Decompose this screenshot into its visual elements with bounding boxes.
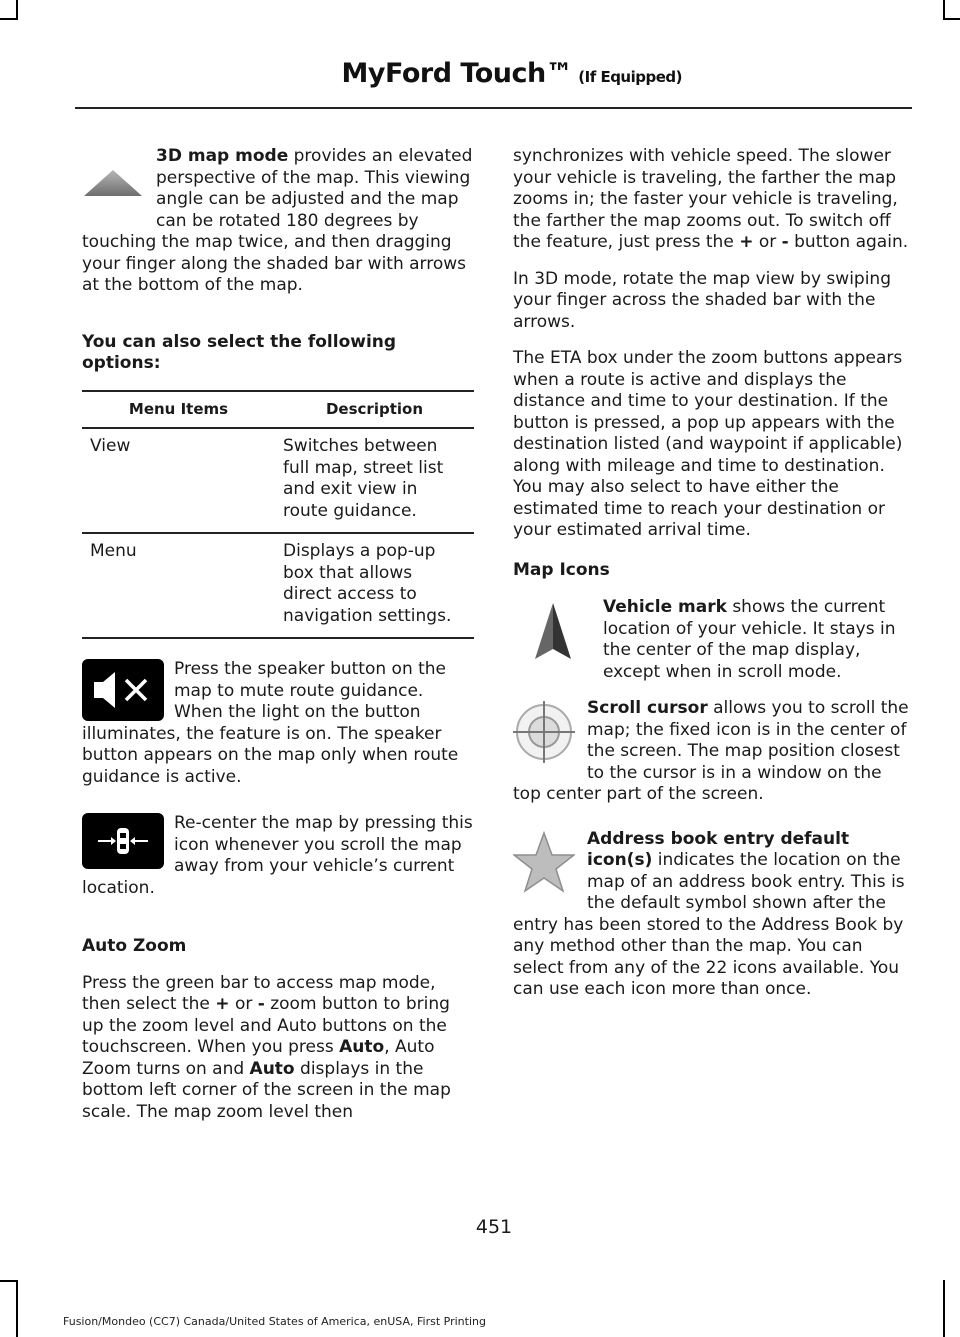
- crop-mark: [943, 18, 960, 20]
- address-book-paragraph: Address book entry default icon(s) indicates the location on the map of an address book entry. This is the default symbol shown after the entry has been stored to the Address Book by any method other than the map. You can select from any of the 22 icons available. You can use each icon more than once.: [513, 828, 905, 999]
- table-cell: Menu: [82, 533, 275, 638]
- scroll-cursor-icon: [513, 698, 575, 768]
- crop-mark: [16, 0, 18, 20]
- footer-text: Fusion/Mondeo (CC7) Canada/United States of America, enUSA, First Printing: [63, 1315, 486, 1328]
- auto-zoom-heading: Auto Zoom: [82, 936, 187, 956]
- crop-mark: [0, 18, 18, 20]
- vehicle-mark-paragraph: Vehicle mark shows the current location of your vehicle. It stays in the center of the map display, except when in scroll mode.: [603, 597, 896, 682]
- table-row: [82, 533, 474, 638]
- recenter-section: [82, 813, 476, 914]
- menu-items-table: [82, 390, 474, 640]
- address-book-section: [513, 829, 909, 1016]
- crop-mark: [943, 0, 945, 20]
- table-header-menu-items: Menu Items: [82, 391, 275, 429]
- page-title: MyFord Touch™ (If Equipped): [341, 58, 682, 89]
- speaker-mute-icon: [82, 659, 164, 721]
- header-divider: [75, 107, 912, 109]
- map-icons-heading: Map Icons: [513, 559, 610, 580]
- crop-mark: [943, 1280, 945, 1337]
- table-cell: Displays a pop-up box that allows direct access to navigation settings.: [275, 533, 474, 638]
- scroll-cursor-paragraph: Scroll cursor allows you to scroll the map; the fixed icon is in the center of the screen. The map position closest to the cursor is in a window on the top center part of the screen.: [513, 698, 909, 804]
- right-column: [513, 146, 909, 1016]
- scroll-cursor-section: [513, 698, 909, 821]
- options-heading: You can also select the following options:: [82, 331, 397, 373]
- sync-paragraph: synchronizes with vehicle speed. The slower your vehicle is traveling, the farther the map zooms in; the faster your vehicle is traveling, the farther the map zooms out. To switch off the feature, just press the + or - button again.: [513, 146, 909, 252]
- speaker-paragraph: Press the speaker button on the map to mute route guidance. When the light on the button illuminates, the feature is on. The speaker button appears on the map only when route guidance is active.: [82, 659, 459, 787]
- table-cell: Switches between full map, street list and exit view in route guidance.: [275, 428, 474, 533]
- map3d-icon: [82, 146, 144, 218]
- eta-paragraph: The ETA box under the zoom buttons appears when a route is active and displays the distance and time to your destination. If the button is pressed, a pop up appears with the destination listed (and waypoint if applicable) along with mileage and time to destination. You may also select to have either the estimated time to reach your destination or your estimated arrival time.: [513, 348, 903, 540]
- table-header-description: Description: [275, 391, 474, 429]
- vehicle-mark-icon: [513, 597, 593, 677]
- map3d-paragraph: 3D map mode provides an elevated perspective of the map. This viewing angle can be adjusted and the map can be rotated 180 degrees by touching the map twice, and then dragging your finger along the shaded bar with arrows at the bottom of the map.: [82, 146, 473, 295]
- table-row: [82, 428, 474, 533]
- page-number: 451: [475, 1216, 513, 1238]
- crop-mark: [16, 1280, 18, 1337]
- table-cell: View: [82, 428, 275, 533]
- star-icon: [513, 829, 575, 899]
- vehicle-mark-section: [513, 597, 909, 698]
- crop-mark: [0, 1280, 18, 1282]
- recenter-paragraph: Re-center the map by pressing this icon whenever you scroll the map away from your vehicle’s current location.: [82, 813, 473, 898]
- speaker-section: [82, 659, 476, 803]
- rotate-paragraph: In 3D mode, rotate the map view by swiping your finger across the shaded bar with the arrows.: [513, 268, 891, 332]
- left-column: [82, 146, 476, 1138]
- auto-zoom-paragraph: Press the green bar to access map mode, then select the + or - zoom button to bring up the zoom level and Auto buttons on the touchscreen. When you press Auto, Auto Zoom turns on and Auto displays in the bottom left corner of the screen in the map scale. The map zoom level then: [82, 972, 451, 1122]
- recenter-icon: [82, 813, 164, 869]
- map3d-section: [82, 146, 476, 312]
